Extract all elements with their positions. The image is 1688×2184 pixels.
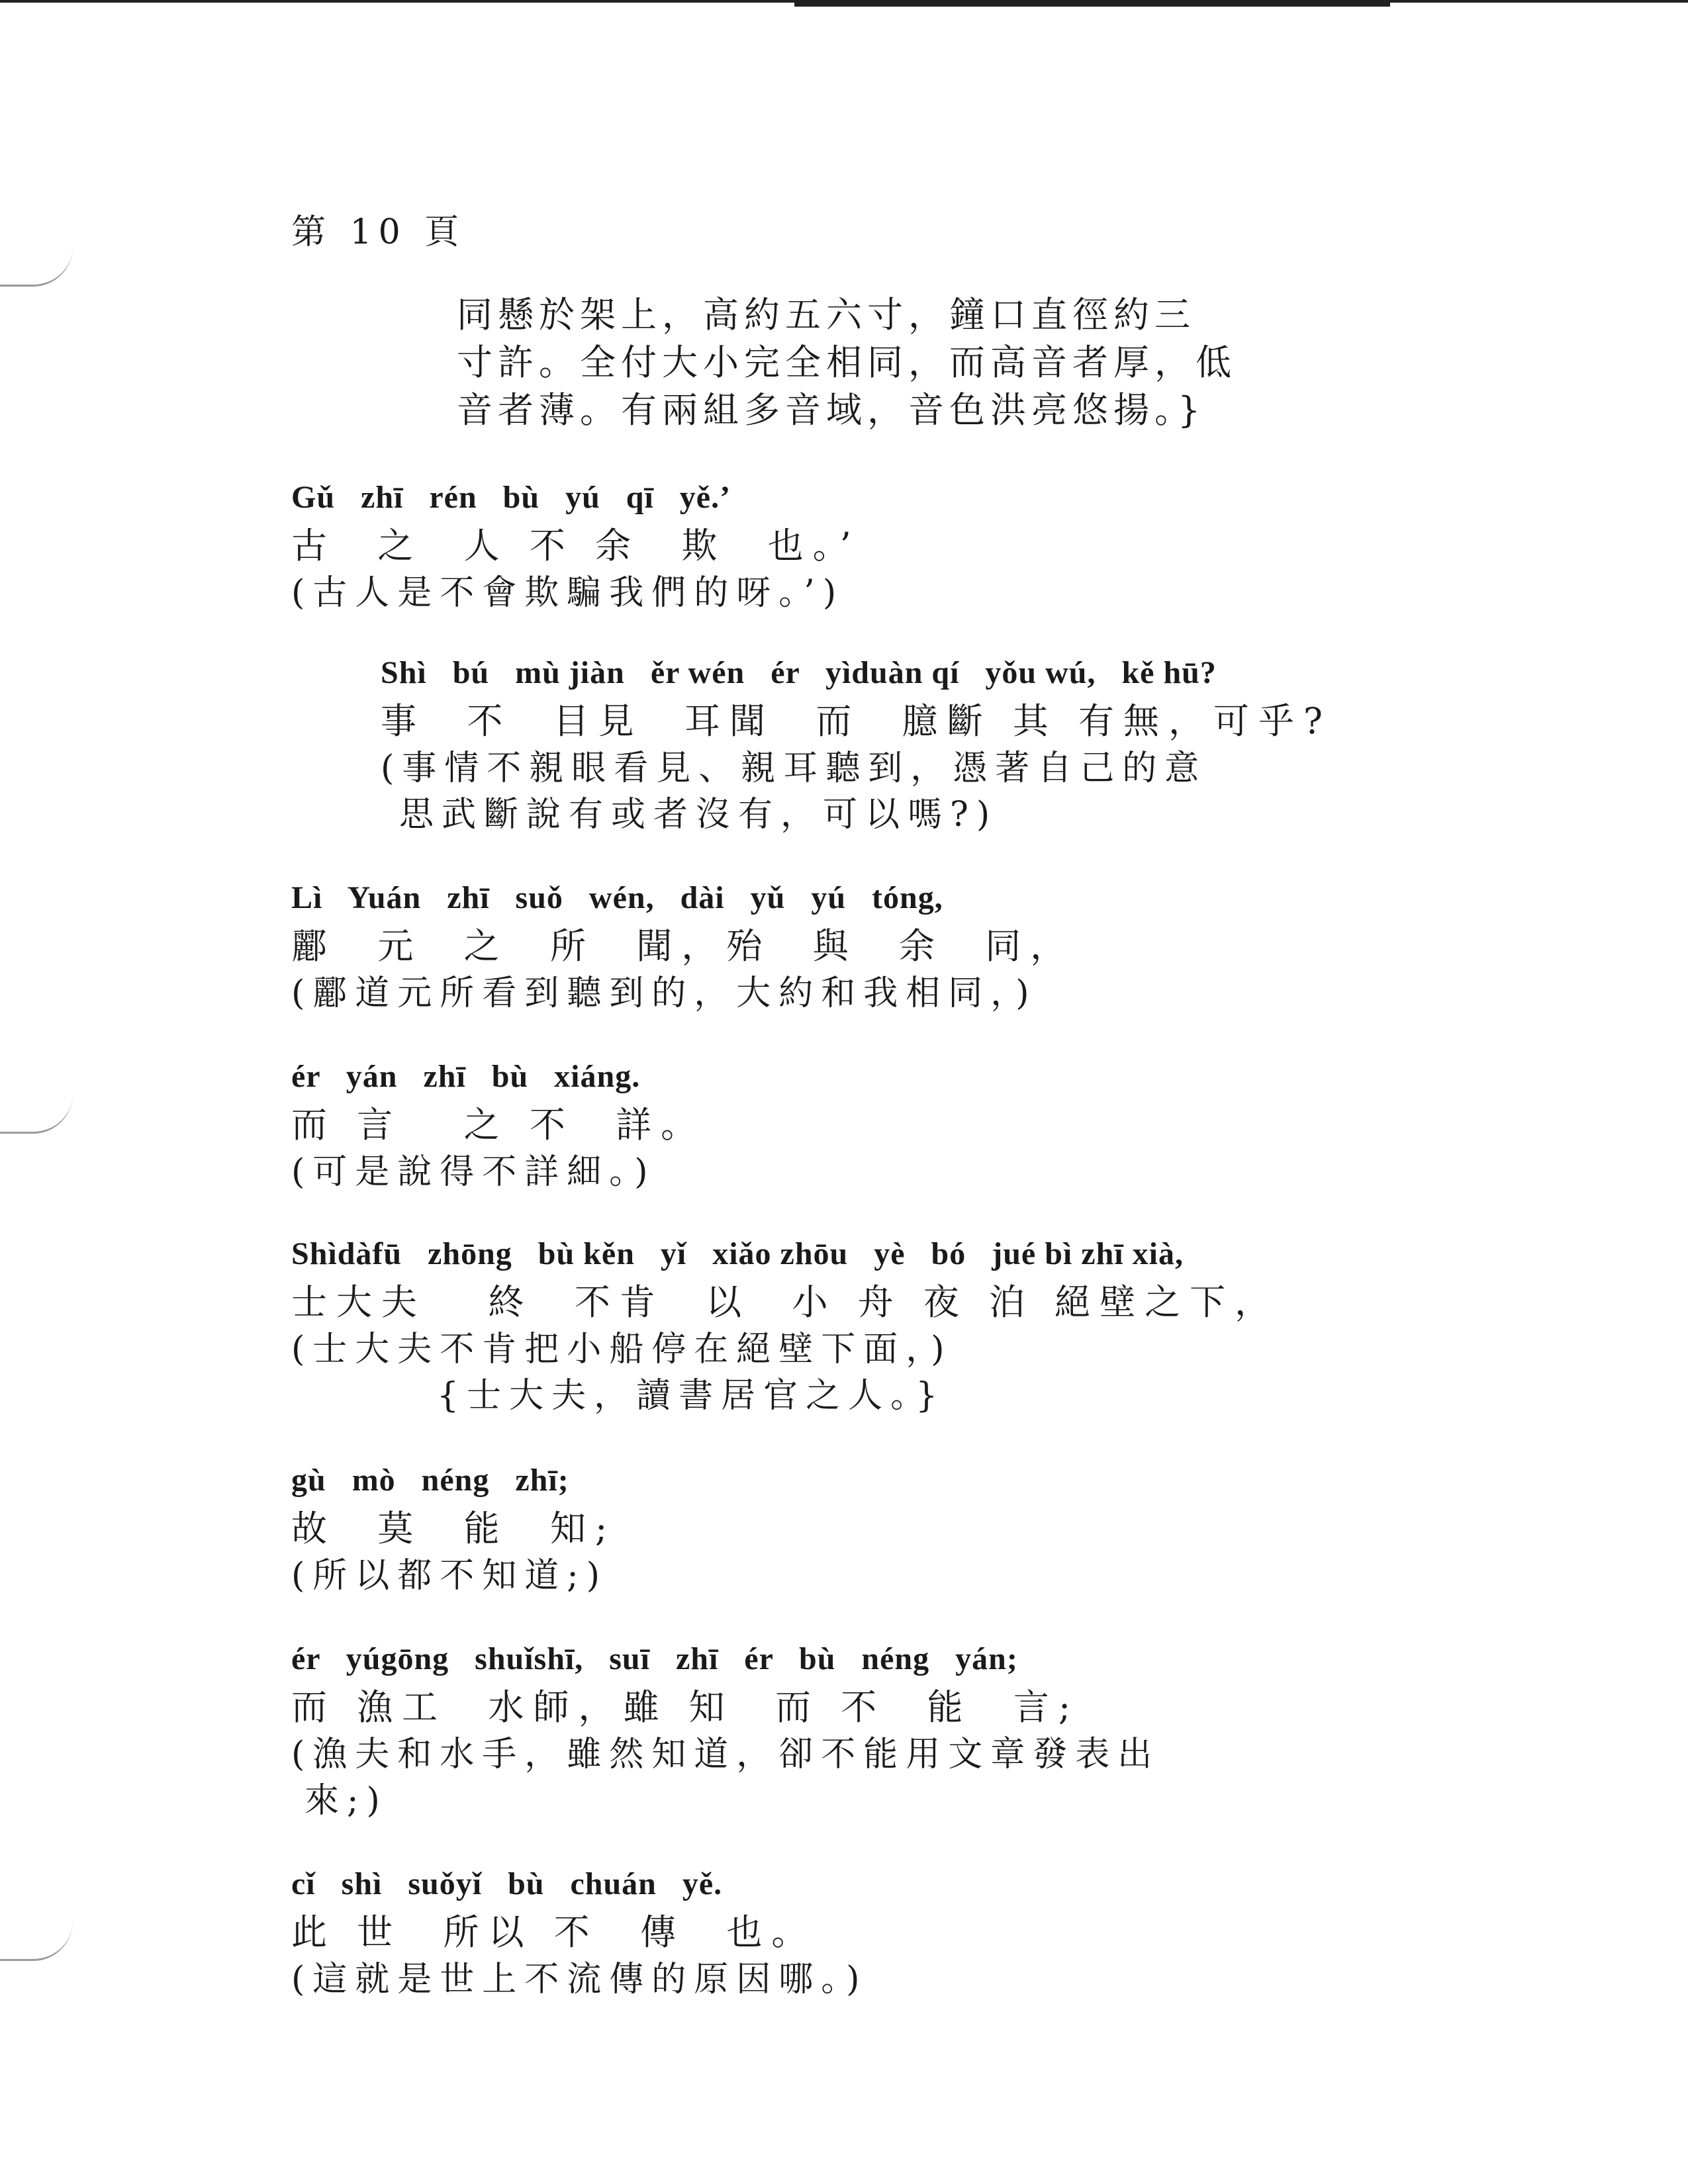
hanzi-line: 酈 元 之 所 聞，殆 與 余 同， — [291, 925, 1076, 967]
passage-1 — [291, 473, 1417, 616]
translation-line: (所以都不知道;) — [291, 1556, 608, 1596]
binder-hole-top — [0, 245, 73, 287]
footnote-line: {士大夫，讀書居官之人。} — [437, 1376, 946, 1416]
binder-hole-bottom — [0, 1919, 73, 1961]
passage-7 — [291, 1635, 1417, 1824]
hanzi-line: 而 言 之 不 詳。 — [291, 1104, 706, 1146]
passage-5 — [291, 1230, 1417, 1419]
passage-3 — [291, 874, 1417, 1017]
translation-line: (士大夫不肯把小船停在絕壁下面，) — [291, 1330, 953, 1369]
hanzi-line: 士大夫 終 不肯 以 小 舟 夜 泊 絕壁之下， — [291, 1281, 1280, 1323]
pinyin-line: Lì Yuán zhī suǒ wén, dài yǔ yú tóng, — [291, 880, 943, 915]
translation-line: (酈道元所看到聽到的，大約和我相同，) — [291, 974, 1037, 1013]
passage-6 — [291, 1456, 1417, 1599]
hanzi-line: 而 漁工 水師，雖 知 而 不 能 言; — [291, 1686, 1080, 1728]
scan-edge-bar — [794, 0, 1390, 7]
pinyin-line: ér yán zhī bù xiáng. — [291, 1059, 641, 1094]
passage-4 — [291, 1052, 1417, 1195]
translation-line: (可是說得不詳細。) — [291, 1152, 656, 1192]
note-line: 同懸於架上，高約五六寸，鐘口直徑約三 — [457, 294, 1196, 336]
note-line: 寸許。全付大小完全相同，而高音者厚，低 — [457, 341, 1237, 383]
hanzi-line: 故 莫 能 知; — [291, 1508, 617, 1549]
binder-hole-middle — [0, 1092, 73, 1134]
translation-line: (古人是不會欺騙我們的呀。’) — [291, 573, 845, 613]
translation-line: (這就是世上不流傳的原因哪。) — [291, 1960, 868, 1999]
passage-2 — [381, 649, 1506, 838]
instrument-note — [457, 291, 1383, 434]
pinyin-line: Gǔ zhī rén bù yú qī yě.’ — [291, 480, 731, 515]
passage-8 — [291, 1860, 1417, 2003]
hanzi-line: 此 世 所以 不 傳 也。 — [291, 1911, 817, 1953]
pinyin-line: ér yúgōng shuǐshī, suī zhī ér bù néng yán; — [291, 1641, 1018, 1676]
translation-line: 來;) — [305, 1781, 388, 1821]
translation-line: 思武斷說有或者沒有，可以嗎?) — [399, 795, 998, 835]
page-number: 第 10 頁 — [291, 212, 466, 252]
pinyin-line: cǐ shì suǒyǐ bù chuán yě. — [291, 1866, 723, 1901]
hanzi-line: 事 不 目見 耳聞 而 臆斷 其 有無，可乎? — [381, 700, 1332, 742]
pinyin-line: gù mò néng zhī; — [291, 1463, 569, 1498]
note-line: 音者薄。有兩組多音域，音色洪亮悠揚。} — [457, 389, 1206, 431]
pinyin-line: Shì bú mù jiàn ěr wén ér yìduàn qí yǒu wú, kě hū? — [381, 655, 1217, 690]
pinyin-line: Shìdàfū zhōng bù kěn yǐ xiǎo zhōu yè bó jué bì zhī xià, — [291, 1236, 1184, 1271]
hanzi-line: 古 之 人 不 余 欺 也。’ — [291, 525, 861, 567]
translation-line: (漁夫和水手，雖然知道，卻不能用文章發表出 — [291, 1735, 1160, 1774]
translation-line: (事情不親眼看見、親耳聽到，憑著自己的意 — [381, 749, 1207, 788]
